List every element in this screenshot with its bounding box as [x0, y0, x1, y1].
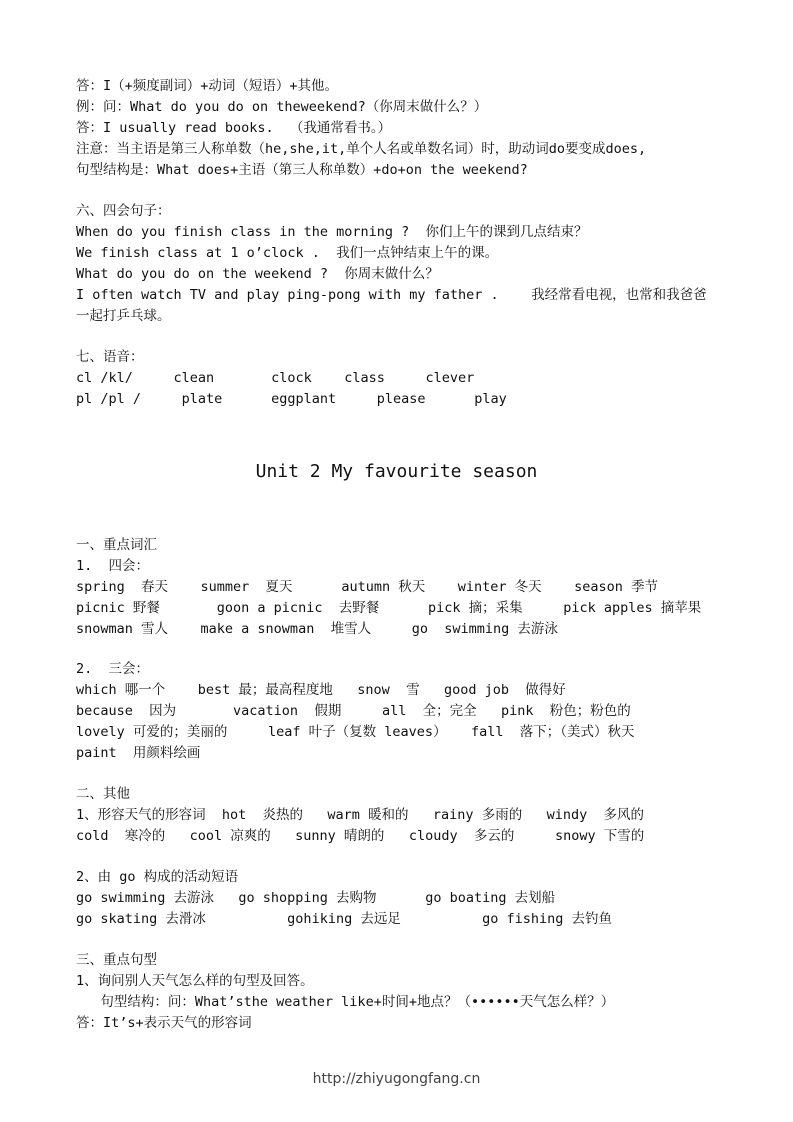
sentence-line: When do you finish class in the morning ? 你们上午的课到几点结束？: [76, 224, 588, 240]
go-phrases-line: go swimming 去游泳 go shopping 去购物 go boating 去划船: [76, 890, 556, 906]
example-question: 例：问：What do you do on theweekend?（你周末做什么？）: [76, 99, 488, 115]
four-skills-heading: 1. 四会：: [76, 558, 150, 574]
pattern-answer: 答：It’s+表示天气的形容词: [76, 1015, 252, 1031]
three-skills-heading: 2. 三会：: [76, 661, 150, 677]
sentence-line: I often watch TV and play ping-pong with my father . 我经常看电视，也常和我爸爸: [76, 287, 707, 303]
vocab-line: because 因为 vacation 假期 all 全；完全 pink 粉色；粉色的: [76, 703, 631, 719]
vocab-line: lovely 可爱的；美丽的 leaf 叶子（复数 leaves） fall 落下；（美式）秋天: [76, 724, 635, 740]
weather-adjectives-line: cold 寒冷的 cool 凉爽的 sunny 晴朗的 cloudy 多云的 snowy 下雪的: [76, 828, 645, 844]
sentence-line: What do you do on the weekend ? 你周末做什么？: [76, 266, 439, 282]
part-one-heading: 一、重点词汇: [76, 537, 157, 553]
vocab-line: snowman 雪人 make a snowman 堆雪人 go swimming 去游泳: [76, 621, 558, 637]
go-phrases-line: go skating 去滑冰 gohiking 去远足 go fishing 去钓鱼: [76, 911, 613, 927]
footer-url[interactable]: http://zhiyugongfang.cn: [312, 1071, 481, 1087]
pattern-subheading: 1、询问别人天气怎么样的句型及回答。: [76, 973, 314, 989]
answer-pattern: 答：I（+频度副词）+动词（短语）+其他。: [76, 78, 339, 94]
phonics-line: cl /kl/ clean clock class clever: [76, 370, 475, 386]
unit-title: Unit 2 My favourite season: [255, 461, 538, 482]
vocab-line: which 哪一个 best 最；最高程度地 snow 雪 good job 做得好: [76, 682, 566, 698]
section-seven-heading: 七、语音：: [76, 349, 144, 365]
sentence-line: We finish class at 1 o’clock . 我们一点钟结束上午的课。: [76, 245, 499, 261]
part-three-heading: 三、重点句型: [76, 952, 157, 968]
vocab-line: paint 用颜料绘画: [76, 745, 201, 761]
weather-adjectives-line: 1、形容天气的形容词 hot 炎热的 warm 暖和的 rainy 多雨的 windy 多风的: [76, 807, 644, 823]
note-line-1: 注意：当主语是第三人称单数（he,she,it,单个人名或单数名词）时，助动词do要变成does,: [76, 141, 647, 157]
vocab-line: spring 春天 summer 夏天 autumn 秋天 winter 冬天 season 季节: [76, 579, 659, 595]
example-answer: 答：I usually read books. （我通常看书。）: [76, 120, 392, 136]
pattern-structure: 句型结构：问：What’sthe weather like+时间+地点？（••••••天气怎么样？）: [76, 994, 615, 1010]
vocab-line: picnic 野餐 goon a picnic 去野餐 pick 摘；采集 pick apples 摘苹果: [76, 600, 702, 616]
section-six-heading: 六、四会句子：: [76, 203, 171, 219]
phonics-line: pl /pl / plate eggplant please play: [76, 391, 507, 407]
sentence-line: 一起打乒乓球。: [76, 308, 171, 324]
go-phrases-heading: 2、由 go 构成的活动短语: [76, 869, 239, 885]
part-two-heading: 二、其他: [76, 786, 130, 802]
note-line-2: 句型结构是：What does+主语（第三人称单数）+do+on the weekend?: [76, 162, 528, 178]
